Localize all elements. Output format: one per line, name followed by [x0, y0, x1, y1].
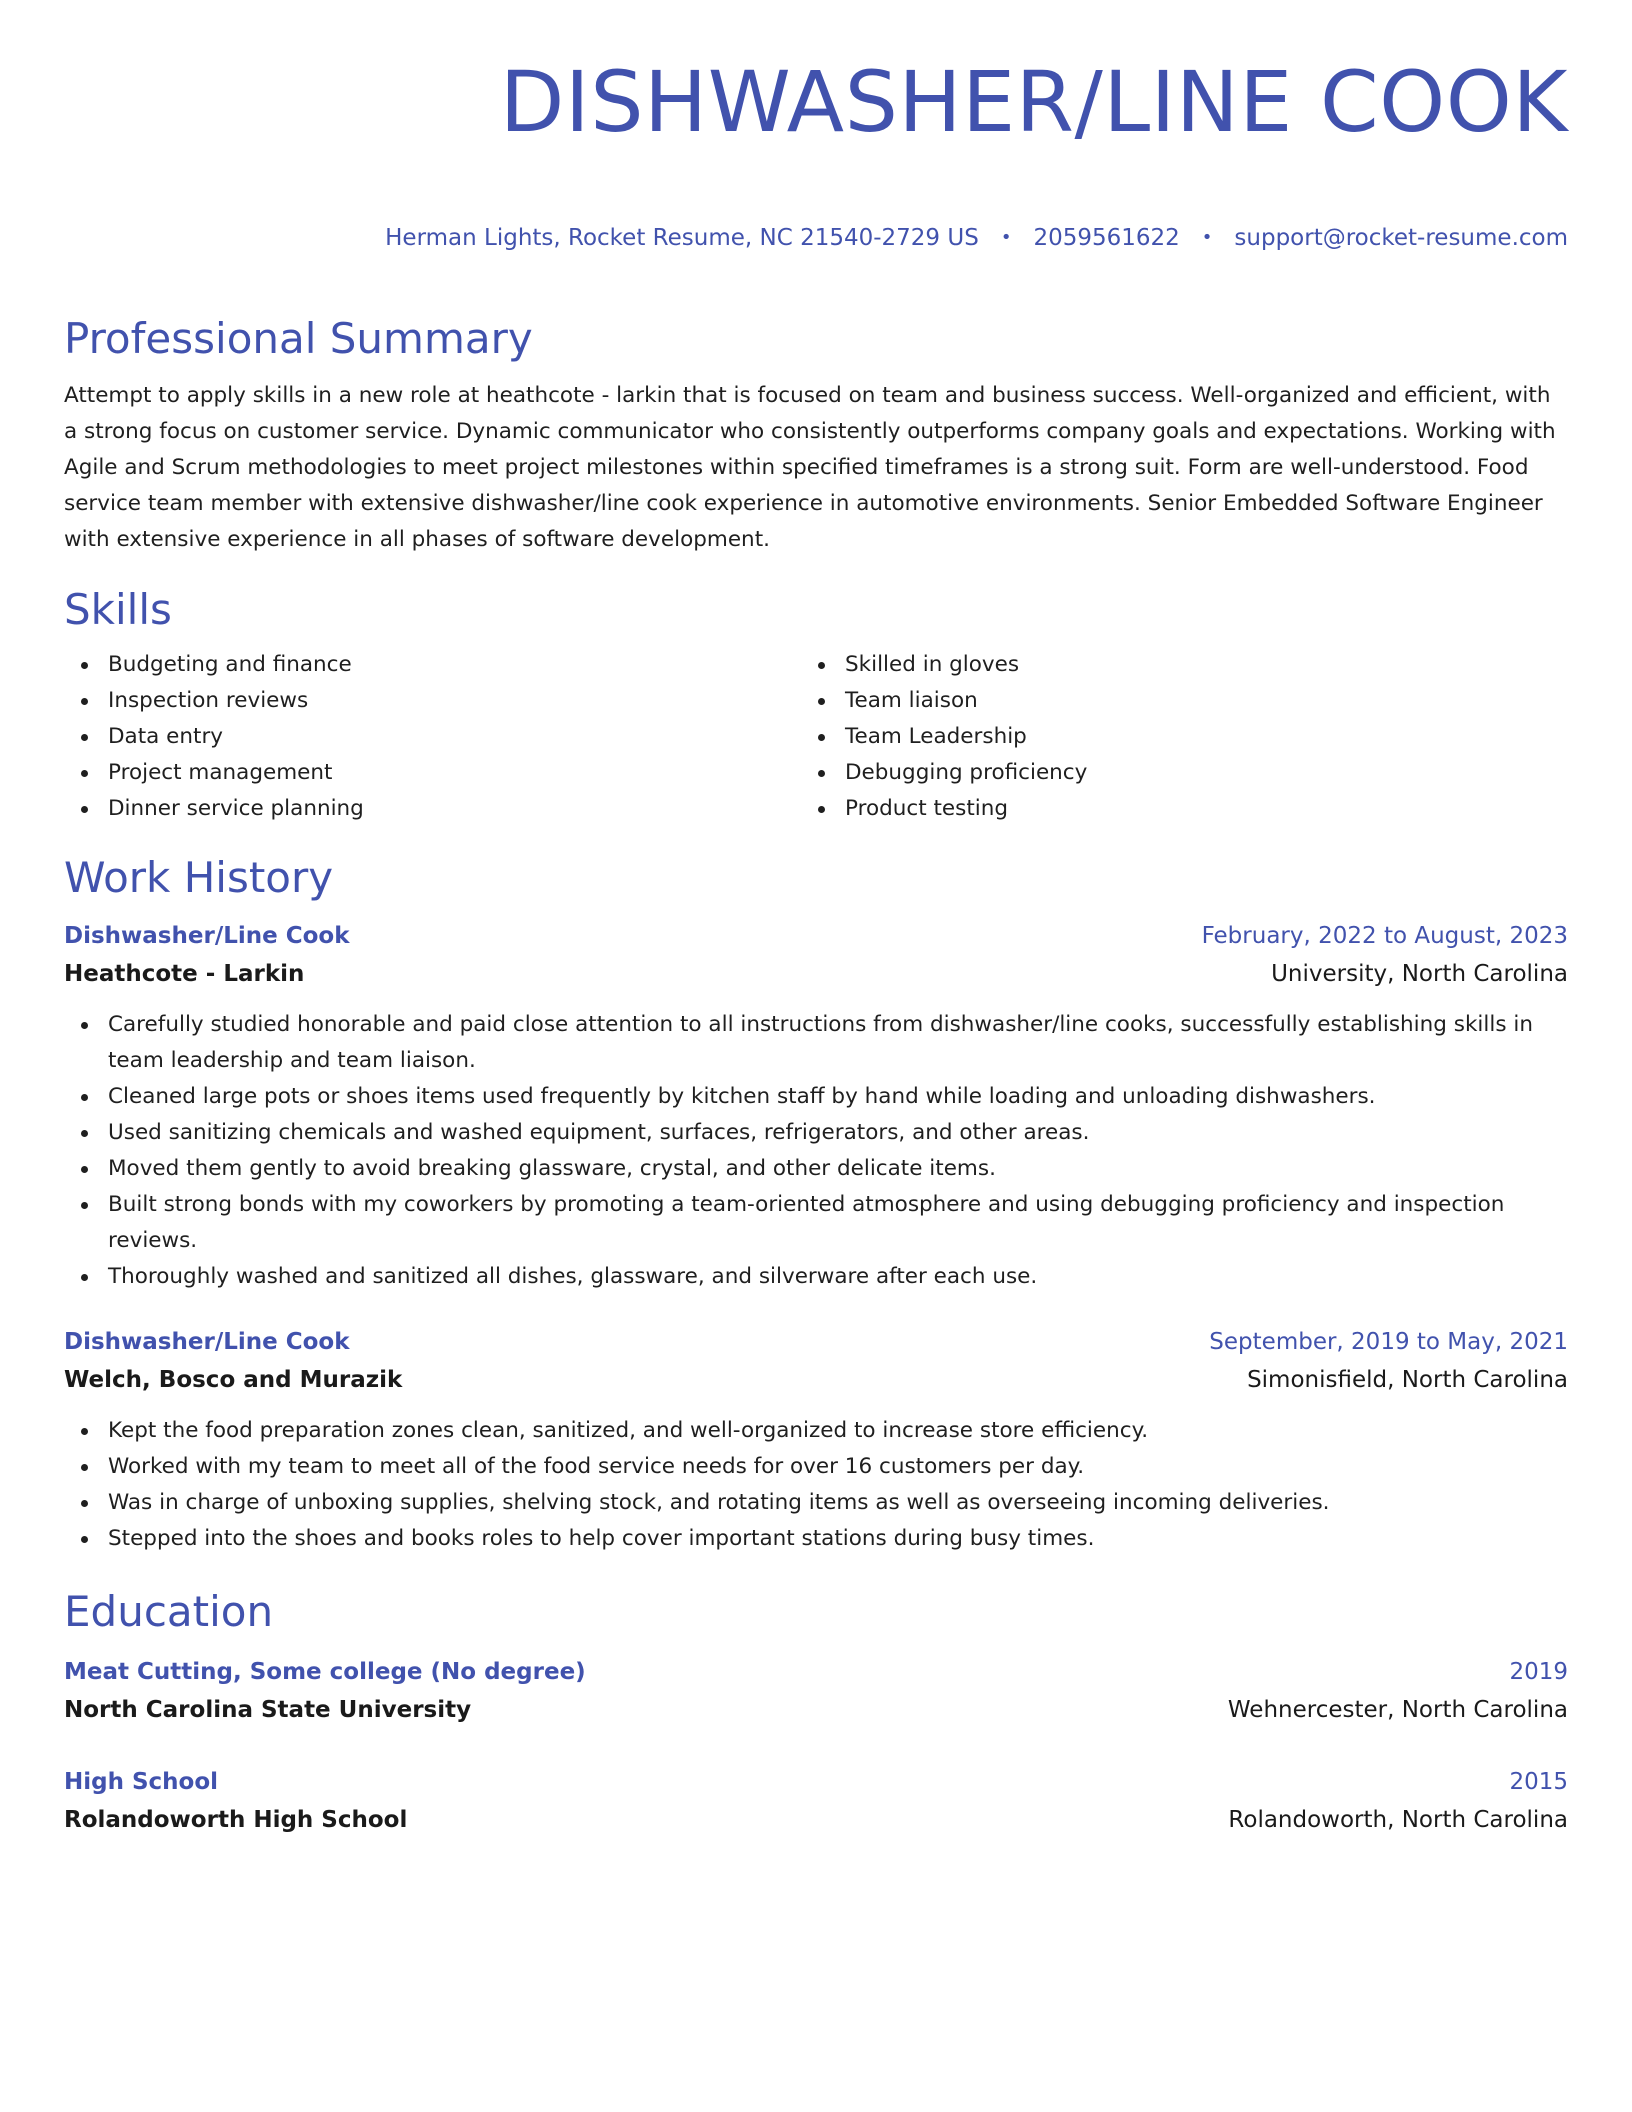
- job-bullet: Kept the food preparation zones clean, sanitized, and well-organized to increase store efficiency.: [64, 1413, 1568, 1449]
- school-location: Rolandoworth, North Carolina: [1228, 1807, 1568, 1833]
- job-bullet: Moved them gently to avoid breaking glassware, crystal, and other delicate items.: [64, 1151, 1568, 1187]
- education-entry-head: [64, 1763, 1568, 1801]
- education-entry-subhead: [64, 1691, 1568, 1729]
- job-bullet: Carefully studied honorable and paid close attention to all instructions from dishwasher/line cooks, successfully establishing skills in team leadership and team liaison.: [64, 1007, 1568, 1079]
- job-bullet: Cleaned large pots or shoes items used frequently by kitchen staff by hand while loading and unloading dishwashers.: [64, 1079, 1568, 1115]
- section-title-skills: Skills: [64, 585, 172, 634]
- summary-section: [64, 314, 1568, 558]
- education-entry-subhead: [64, 1801, 1568, 1839]
- company-name: Welch, Bosco and Murazik: [64, 1367, 403, 1393]
- education-entry: [64, 1763, 1568, 1839]
- company-name: Heathcote - Larkin: [64, 961, 305, 987]
- contact-phone: 2059561622: [1033, 225, 1180, 251]
- job-bullet: Thoroughly washed and sanitized all dishes, glassware, and silverware after each use.: [64, 1259, 1568, 1295]
- education-entry-head: [64, 1653, 1568, 1691]
- skill-item: Product testing: [801, 791, 1538, 827]
- degree-name: Meat Cutting, Some college (No degree): [64, 1659, 586, 1685]
- graduation-year: 2015: [1509, 1769, 1568, 1795]
- degree-name: High School: [64, 1769, 219, 1795]
- job-dates: February, 2022 to August, 2023: [1201, 923, 1568, 949]
- resume-header: [64, 0, 1568, 252]
- skill-item: Team liaison: [801, 683, 1538, 719]
- skill-item: Project management: [64, 755, 801, 791]
- work-history-section: [64, 853, 1568, 1557]
- summary-text: Attempt to apply skills in a new role at heathcote - larkin that is focused on team and business success. Well-organized and efficient, with a strong focus on customer service. Dynamic communicator who consistently outperforms company goals and expectations. Working with Agile and Scrum methodologies to meet project milestones within specified timeframes is a strong suit. Form are well-understood. Food service team member with extensive dishwasher/line cook experience in automotive environments. Senior Embedded Software Engineer with extensive experience in all phases of software development.: [64, 383, 1556, 552]
- contact-separator: •: [1000, 227, 1012, 248]
- work-entry: [64, 1323, 1568, 1557]
- job-location: Simonisfield, North Carolina: [1247, 1367, 1568, 1393]
- job-title: Dishwasher/Line Cook: [64, 923, 350, 949]
- job-bullet: Stepped into the shoes and books roles to help cover important stations during busy times.: [64, 1521, 1568, 1557]
- skills-columns: [64, 647, 1568, 827]
- graduation-year: 2019: [1509, 1659, 1568, 1685]
- work-entry: [64, 917, 1568, 1295]
- school-name: Rolandoworth High School: [64, 1807, 408, 1833]
- skill-item: Budgeting and finance: [64, 647, 801, 683]
- education-entry: [64, 1653, 1568, 1729]
- resume-name: DISHWASHER/LINE COOK: [499, 53, 1568, 151]
- section-title-work-history: Work History: [64, 853, 334, 902]
- skill-item: Debugging proficiency: [801, 755, 1538, 791]
- skill-item: Team Leadership: [801, 719, 1538, 755]
- contact-address: Herman Lights, Rocket Resume, NC 21540-2729 US: [385, 225, 979, 251]
- section-title-education: Education: [64, 1587, 274, 1636]
- job-bullet: Worked with my team to meet all of the food service needs for over 16 customers per day.: [64, 1449, 1568, 1485]
- job-location: University, North Carolina: [1271, 961, 1568, 987]
- job-bullet: Used sanitizing chemicals and washed equipment, surfaces, refrigerators, and other areas.: [64, 1115, 1568, 1151]
- skill-item: Skilled in gloves: [801, 647, 1538, 683]
- job-bullet: Was in charge of unboxing supplies, shelving stock, and rotating items as well as overseeing incoming deliveries.: [64, 1485, 1568, 1521]
- work-entry-subhead: [64, 955, 1568, 993]
- skill-item: Inspection reviews: [64, 683, 801, 719]
- job-bullets: [64, 1007, 1568, 1295]
- job-title: Dishwasher/Line Cook: [64, 1329, 350, 1355]
- job-bullet: Built strong bonds with my coworkers by promoting a team-oriented atmosphere and using debugging proficiency and inspection reviews.: [64, 1187, 1568, 1259]
- skills-section: [64, 585, 1568, 827]
- education-section: [64, 1587, 1568, 1839]
- job-bullets: [64, 1413, 1568, 1557]
- school-name: North Carolina State University: [64, 1697, 472, 1723]
- work-entry-subhead: [64, 1361, 1568, 1399]
- skills-list-left: [64, 647, 801, 827]
- skills-list-right: [801, 647, 1538, 827]
- contact-email: support@rocket-resume.com: [1234, 225, 1568, 251]
- work-entry-head: [64, 1323, 1568, 1361]
- skill-item: Dinner service planning: [64, 791, 801, 827]
- contact-line: [64, 224, 1568, 252]
- section-title-summary: Professional Summary: [64, 314, 533, 363]
- school-location: Wehnercester, North Carolina: [1227, 1697, 1568, 1723]
- job-dates: September, 2019 to May, 2021: [1209, 1329, 1568, 1355]
- skill-item: Data entry: [64, 719, 801, 755]
- work-entry-head: [64, 917, 1568, 955]
- contact-separator: •: [1201, 227, 1213, 248]
